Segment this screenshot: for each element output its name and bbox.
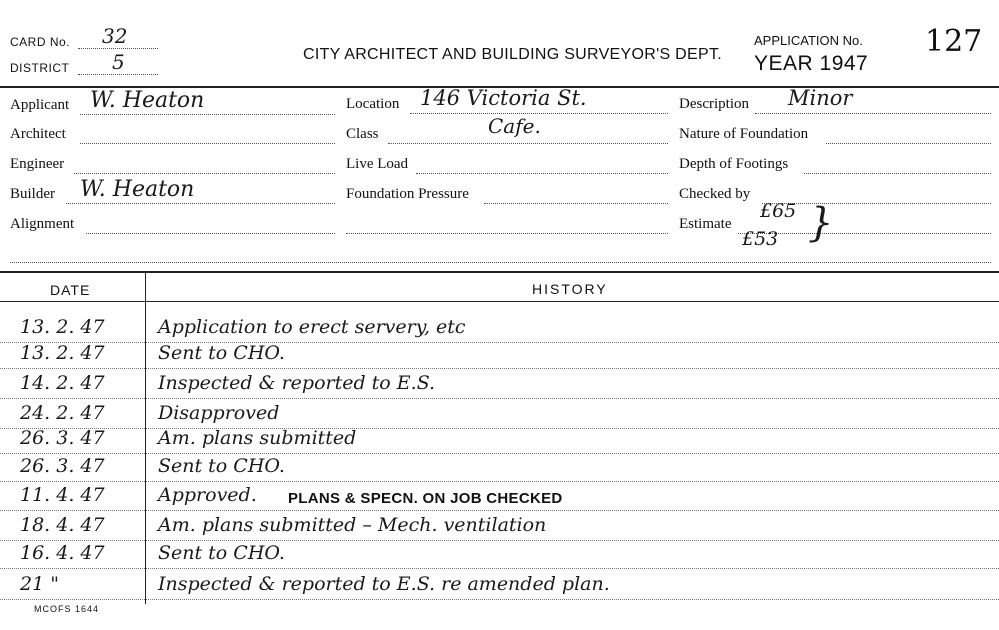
table-column-divider xyxy=(145,273,146,604)
class-value: Cafe. xyxy=(488,114,541,138)
builder-label: Builder xyxy=(10,186,55,202)
architect-line xyxy=(80,143,335,144)
estimate-brace-icon: } xyxy=(808,200,834,246)
builder-line xyxy=(66,203,335,204)
location-value: 146 Victoria St. xyxy=(420,86,587,110)
table-top-rule xyxy=(0,271,999,273)
history-entry: Sent to CHO. xyxy=(158,542,285,564)
table-row-rule xyxy=(0,510,999,511)
live-load-line xyxy=(416,173,668,174)
table-row-rule xyxy=(0,368,999,369)
history-entry: Application to erect servery, etc xyxy=(158,316,466,338)
engineer-line xyxy=(74,173,335,174)
history-entry: Sent to CHO. xyxy=(158,342,285,364)
history-date: 18. 4. 47 xyxy=(20,514,105,536)
nature-of-foundation-label: Nature of Foundation xyxy=(679,126,809,142)
district-line xyxy=(78,74,158,75)
estimate-label: Estimate xyxy=(679,216,732,232)
architect-label: Architect xyxy=(10,126,66,142)
history-entry: Am. plans submitted – Mech. ventilation xyxy=(158,514,547,536)
column2-blank-line xyxy=(346,233,668,234)
checked-by-label: Checked by xyxy=(679,186,751,202)
history-stamp: PLANS & SPECN. ON JOB CHECKED xyxy=(288,490,563,507)
applicant-line xyxy=(80,114,335,115)
history-column-header: HISTORY xyxy=(532,281,608,297)
history-entry: Approved. xyxy=(158,484,257,506)
class-line xyxy=(388,143,668,144)
history-date: 13. 2. 47 xyxy=(20,342,105,364)
history-date: 26. 3. 47 xyxy=(20,427,105,449)
date-column-header: DATE xyxy=(50,282,91,298)
district-value: 5 xyxy=(112,50,125,74)
card-no-label: CARD No. xyxy=(10,35,71,49)
depth-of-footings-label: Depth of Footings xyxy=(679,156,789,172)
history-date: 11. 4. 47 xyxy=(20,484,105,506)
form-code: MCOFS 1644 xyxy=(34,604,100,614)
history-date: 14. 2. 47 xyxy=(20,372,105,394)
table-row-rule xyxy=(0,453,999,454)
table-row-rule xyxy=(0,599,999,600)
history-date: 24. 2. 47 xyxy=(20,402,105,424)
application-no-value: 127 xyxy=(925,24,983,59)
table-header-rule xyxy=(0,301,999,302)
table-row-rule xyxy=(0,342,999,343)
description-value: Minor xyxy=(788,86,853,110)
alignment-label: Alignment xyxy=(10,216,75,232)
card-no-value: 32 xyxy=(102,24,128,48)
application-no-label: APPLICATION No. xyxy=(754,33,863,48)
history-date: 16. 4. 47 xyxy=(20,542,105,564)
table-row-rule xyxy=(0,428,999,429)
depth-of-footings-line xyxy=(804,173,991,174)
card-no-line xyxy=(78,48,158,49)
foundation-pressure-line xyxy=(484,203,668,204)
location-label: Location xyxy=(346,96,400,112)
district-label: DISTRICT xyxy=(10,61,70,75)
table-row-rule xyxy=(0,481,999,482)
history-entry: Inspected & reported to E.S. re amended plan. xyxy=(158,573,610,595)
estimate-value-2: £53 xyxy=(742,228,779,250)
history-entry: Disapproved xyxy=(158,402,280,424)
fields-bottom-line xyxy=(10,262,991,263)
description-line xyxy=(755,113,991,114)
table-row-rule xyxy=(0,568,999,569)
applicant-value: W. Heaton xyxy=(90,88,205,113)
foundation-pressure-label: Foundation Pressure xyxy=(346,186,469,202)
table-row-rule xyxy=(0,540,999,541)
alignment-line xyxy=(86,233,335,234)
nature-of-foundation-line xyxy=(826,143,991,144)
history-entry: Am. plans submitted xyxy=(158,427,357,449)
builder-value: W. Heaton xyxy=(80,177,195,202)
estimate-value-1: £65 xyxy=(760,200,797,222)
history-entry: Sent to CHO. xyxy=(158,455,285,477)
table-row-rule xyxy=(0,398,999,399)
department-title: CITY ARCHITECT AND BUILDING SURVEYOR'S DEPT. xyxy=(303,46,723,63)
checked-by-line xyxy=(762,203,991,204)
history-date: 26. 3. 47 xyxy=(20,455,105,477)
engineer-label: Engineer xyxy=(10,156,65,172)
live-load-label: Live Load xyxy=(346,156,409,172)
history-date: 21 " xyxy=(20,573,59,595)
year-label: YEAR 1947 xyxy=(754,52,869,75)
description-label: Description xyxy=(679,96,749,112)
history-entry: Inspected & reported to E.S. xyxy=(158,372,436,394)
class-label: Class xyxy=(346,126,379,142)
applicant-label: Applicant xyxy=(10,97,70,113)
history-date: 13. 2. 47 xyxy=(20,316,105,338)
